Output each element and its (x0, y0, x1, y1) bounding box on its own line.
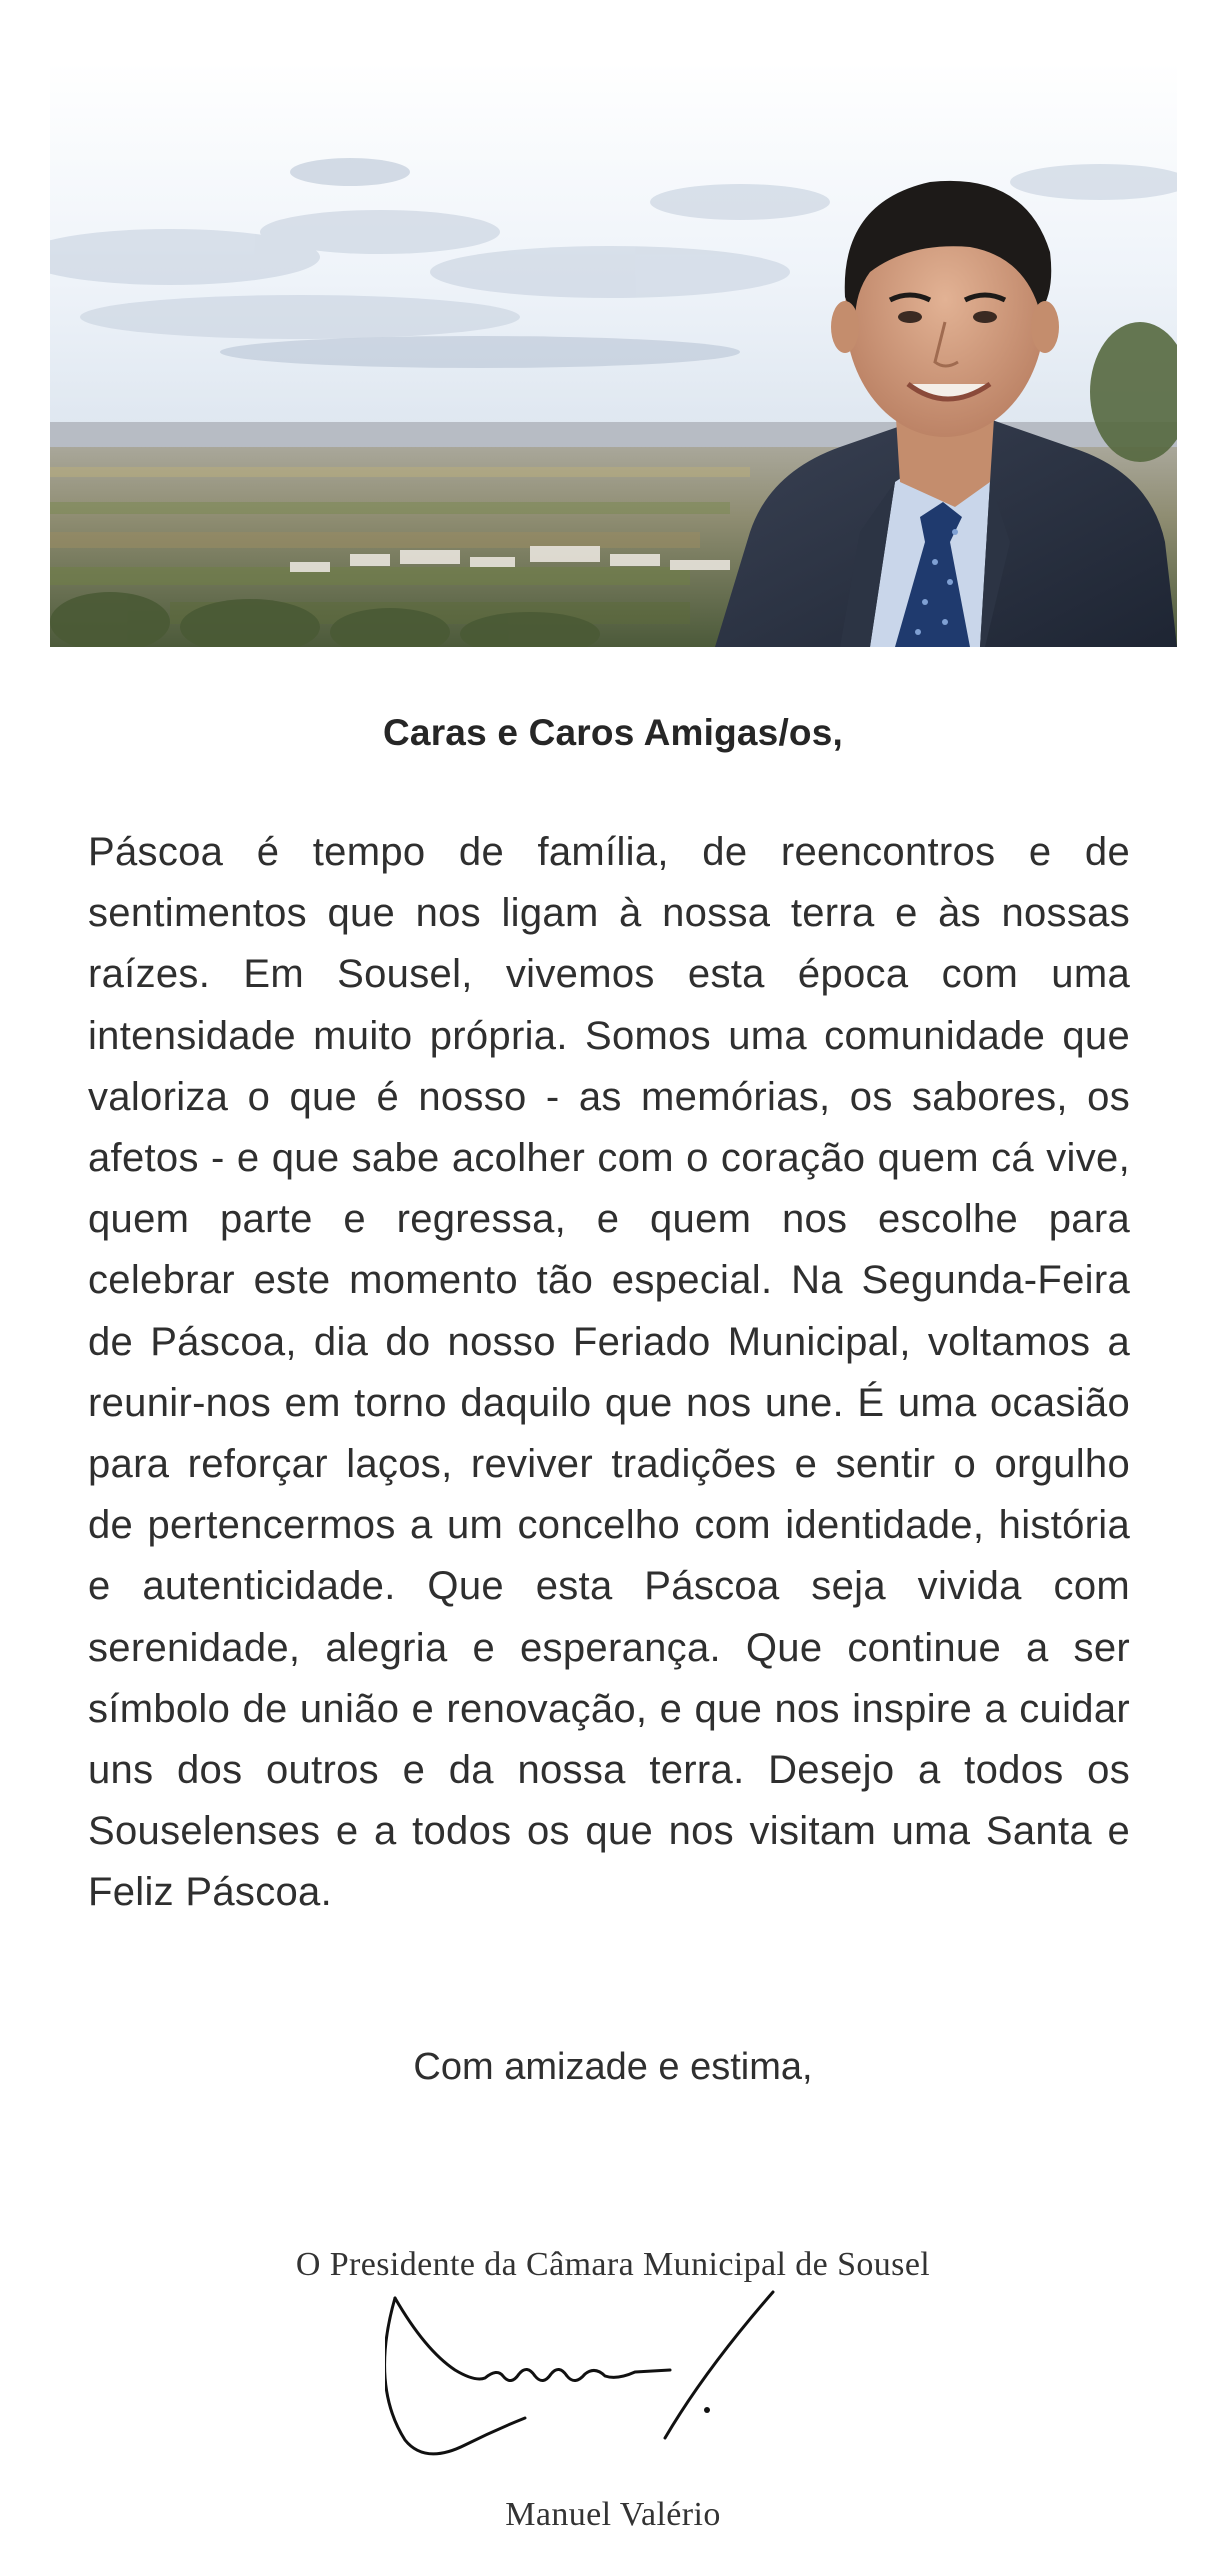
signatory-role: O Presidente da Câmara Municipal de Sousel (295, 2246, 931, 2283)
letter-body: Páscoa é tempo de família, de reencontros e de sentimentos que nos ligam à nossa terra e às nossas raízes. Em Sousel, vivemos esta época com uma intensidade muito própria. Somos uma comunidade que valoriza o que é nosso - as memórias, os sabores, os afetos - e que sabe acolher com o coração quem cá vive, quem parte e regressa, e quem nos escolhe para celebrar este momento tão especial. Na Segunda-Feira de Páscoa, dia do nosso Feriado Municipal, voltamos a reunir-nos em torno daquilo que nos une. É uma ocasião para reforçar laços, reviver tradições e sentir o orgulho de pertencermos a um concelho com identidade, história e autenticidade. Que esta Páscoa seja vivida com serenidade, alegria e esperança. Que continue a ser símbolo de união e renovação, e que nos inspire a cuidar uns dos outros e da nossa terra. Desejo a todos os Souselenses e a todos os que nos visitam uma Santa e Feliz Páscoa. (88, 830, 1130, 1915)
header-photo (50, 62, 1177, 647)
landscape-portrait-illustration (50, 62, 1177, 647)
greeting: Caras e Caros Amigas/os, (383, 712, 843, 753)
closing-line: Com amizade e estima, (413, 2046, 813, 2088)
signature-drawing (385, 2290, 805, 2465)
signatory-name: Manuel Valério (505, 2496, 721, 2533)
